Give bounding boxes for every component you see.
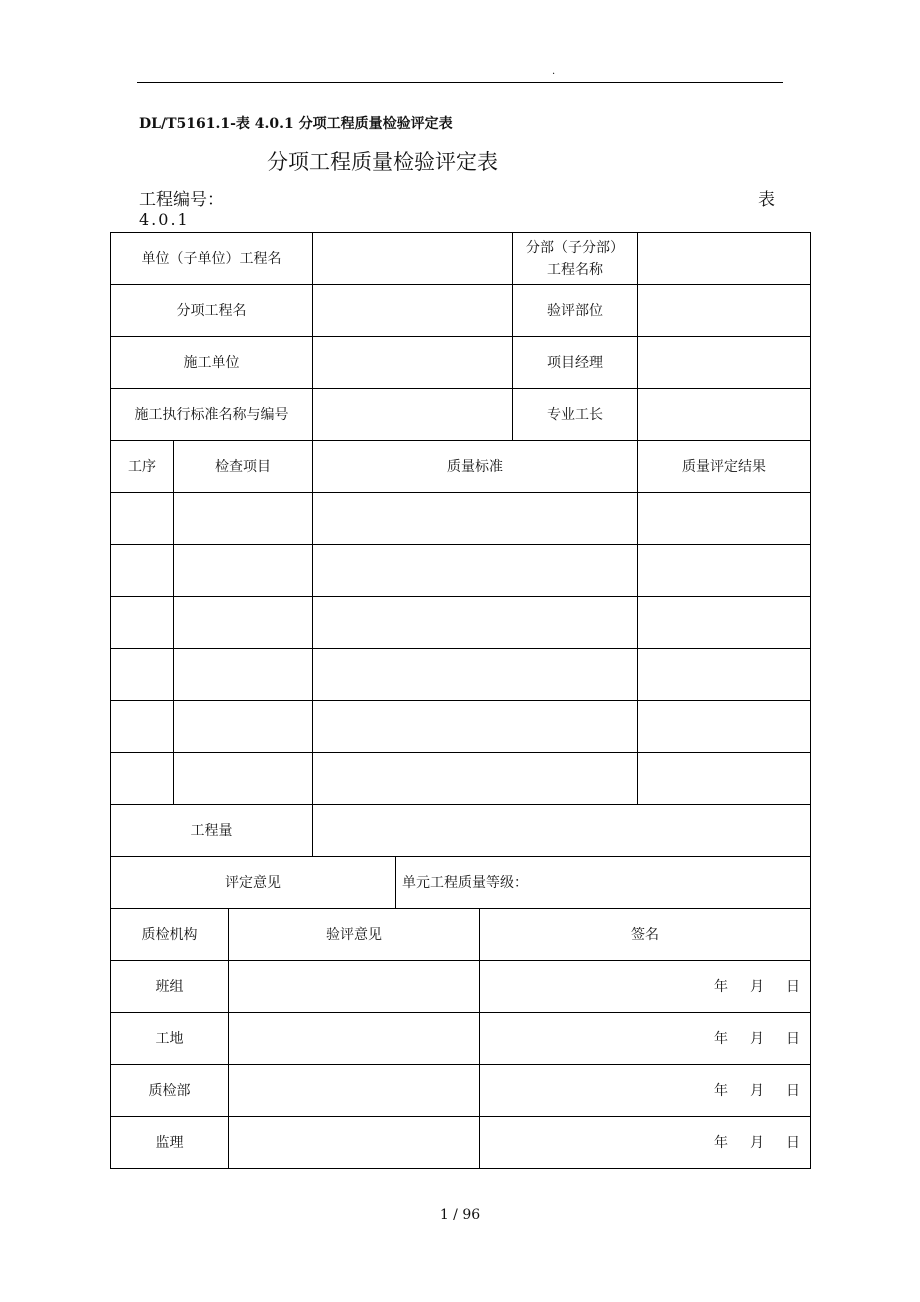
quality-standard-cell[interactable] <box>313 649 638 701</box>
foreman-label: 专业工长 <box>513 389 638 441</box>
constructor-field[interactable] <box>313 337 513 389</box>
eval-location-field[interactable] <box>638 285 811 337</box>
process-header: 工序 <box>111 441 174 493</box>
sub-project-name-field[interactable] <box>638 233 811 285</box>
sign-row <box>111 961 811 1013</box>
signature-field[interactable] <box>480 1013 811 1065</box>
signature-date: 年 月 日 <box>714 1031 801 1047</box>
quality-result-cell[interactable] <box>638 701 811 753</box>
signature-header: 签名 <box>480 909 811 961</box>
grade-field[interactable]: 单元工程质量等级： <box>396 857 811 909</box>
eval-opinion-header: 验评意见 <box>229 909 480 961</box>
info-row <box>111 337 811 389</box>
standard-name-label: 施工执行标准名称与编号 <box>111 389 313 441</box>
check-item-cell[interactable] <box>174 597 313 649</box>
unit-project-name-label: 单位（子单位）工程名 <box>111 233 313 285</box>
standard-reference: DL/T5161.1-表 4.0.1 分项工程质量检验评定表 <box>139 116 453 132</box>
check-row <box>111 753 811 805</box>
sign-row <box>111 1013 811 1065</box>
inspection-org: 质检部 <box>111 1065 229 1117</box>
form-title: 分项工程质量检验评定表 <box>267 150 498 174</box>
eval-opinion-field[interactable] <box>229 1065 480 1117</box>
opinion-label: 评定意见 <box>111 857 396 909</box>
quality-result-cell[interactable] <box>638 597 811 649</box>
standard-name-field[interactable] <box>313 389 513 441</box>
check-row <box>111 597 811 649</box>
check-item-cell[interactable] <box>174 545 313 597</box>
check-item-header: 检查项目 <box>174 441 313 493</box>
quality-standard-cell[interactable] <box>313 493 638 545</box>
inspection-org-header: 质检机构 <box>111 909 229 961</box>
quality-result-cell[interactable] <box>638 545 811 597</box>
quality-standard-cell[interactable] <box>313 753 638 805</box>
check-item-cell[interactable] <box>174 701 313 753</box>
check-row <box>111 545 811 597</box>
info-row <box>111 233 811 285</box>
sign-row <box>111 1065 811 1117</box>
eval-opinion-field[interactable] <box>229 1117 480 1169</box>
check-item-cell[interactable] <box>174 753 313 805</box>
process-cell[interactable] <box>111 701 174 753</box>
quantity-field[interactable] <box>313 805 811 857</box>
check-item-cell[interactable] <box>174 649 313 701</box>
foreman-field[interactable] <box>638 389 811 441</box>
inspection-org: 班组 <box>111 961 229 1013</box>
table-number-value: 4.0.1 <box>139 210 190 229</box>
project-manager-label: 项目经理 <box>513 337 638 389</box>
quality-standard-cell[interactable] <box>313 545 638 597</box>
quality-result-cell[interactable] <box>638 493 811 545</box>
project-number-label: 工程编号： <box>139 190 224 210</box>
unit-project-name-field[interactable] <box>313 233 513 285</box>
quality-standard-cell[interactable] <box>313 597 638 649</box>
eval-opinion-field[interactable] <box>229 961 480 1013</box>
check-row <box>111 649 811 701</box>
evaluation-table <box>110 232 811 1169</box>
sub-project-name-label: 分部（子分部） 工程名称 <box>513 233 638 285</box>
quality-result-cell[interactable] <box>638 753 811 805</box>
header-dot: . <box>552 66 556 77</box>
quality-standard-cell[interactable] <box>313 701 638 753</box>
process-cell[interactable] <box>111 753 174 805</box>
eval-opinion-field[interactable] <box>229 1013 480 1065</box>
page-number: 1 / 96 <box>439 1207 481 1223</box>
table-number-label: 表 <box>758 190 775 210</box>
check-item-cell[interactable] <box>174 493 313 545</box>
check-row <box>111 701 811 753</box>
signature-date: 年 月 日 <box>714 1083 801 1099</box>
sign-row <box>111 1117 811 1169</box>
info-row <box>111 285 811 337</box>
process-cell[interactable] <box>111 597 174 649</box>
signature-field[interactable] <box>480 1065 811 1117</box>
info-row <box>111 389 811 441</box>
check-row <box>111 493 811 545</box>
quality-result-header: 质量评定结果 <box>638 441 811 493</box>
process-cell[interactable] <box>111 545 174 597</box>
constructor-label: 施工单位 <box>111 337 313 389</box>
signature-field[interactable] <box>480 1117 811 1169</box>
signature-field[interactable] <box>480 961 811 1013</box>
item-project-name-label: 分项工程名 <box>111 285 313 337</box>
inspection-org: 工地 <box>111 1013 229 1065</box>
quality-standard-header: 质量标准 <box>313 441 638 493</box>
check-header-row <box>111 441 811 493</box>
eval-location-label: 验评部位 <box>513 285 638 337</box>
inspection-org: 监理 <box>111 1117 229 1169</box>
project-manager-field[interactable] <box>638 337 811 389</box>
signature-date: 年 月 日 <box>714 979 801 995</box>
process-cell[interactable] <box>111 493 174 545</box>
quantity-row <box>111 805 811 857</box>
process-cell[interactable] <box>111 649 174 701</box>
sign-header-row <box>111 909 811 961</box>
quantity-label: 工程量 <box>111 805 313 857</box>
signature-date: 年 月 日 <box>714 1135 801 1151</box>
header-rule <box>137 82 783 83</box>
item-project-name-field[interactable] <box>313 285 513 337</box>
quality-result-cell[interactable] <box>638 649 811 701</box>
opinion-row <box>111 857 811 909</box>
